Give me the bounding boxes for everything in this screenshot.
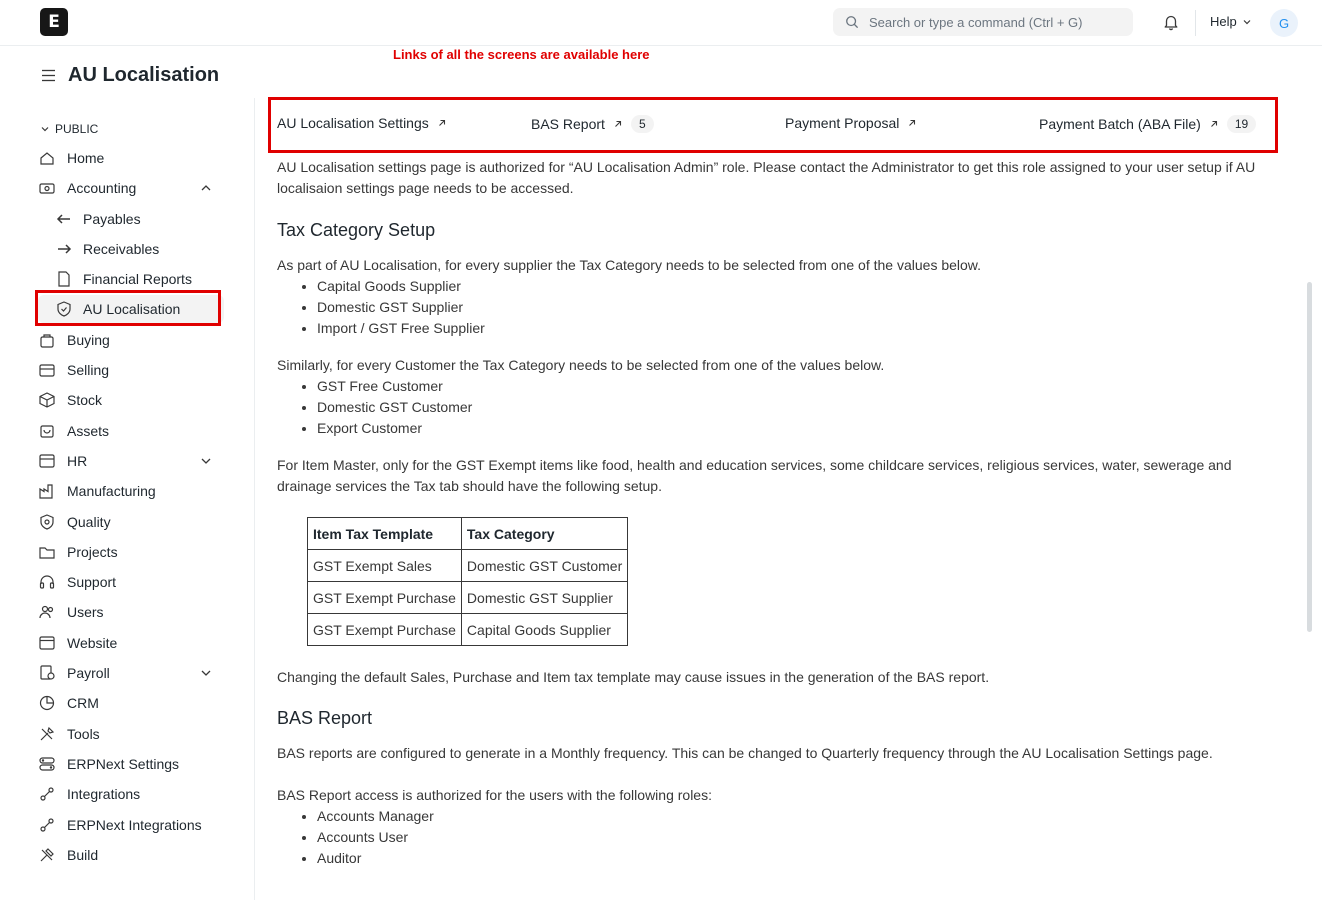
list-item: • Import / GST Free Supplier bbox=[317, 318, 1267, 339]
bas-roles-list bbox=[277, 806, 1267, 869]
chevron-down-icon bbox=[1242, 17, 1252, 27]
content-body bbox=[277, 155, 1267, 497]
list-item: • Domestic GST Customer bbox=[317, 397, 1267, 418]
warning-paragraph: Changing the default Sales, Purchase and Item tax template may cause issues in the generation of the BAS report. bbox=[277, 669, 990, 685]
sidebar-item-selling[interactable] bbox=[30, 356, 224, 384]
arrow-left-icon bbox=[55, 210, 73, 228]
external-link-icon bbox=[1209, 119, 1219, 129]
sidebar-item-buying[interactable] bbox=[30, 326, 224, 354]
list-item: • Accounts Manager bbox=[317, 806, 1267, 827]
sidebar-item-erpnext-settings[interactable] bbox=[30, 750, 224, 778]
table-cell: Domestic GST Supplier bbox=[461, 582, 627, 614]
table-row bbox=[308, 550, 628, 582]
sidebar-item-label: Home bbox=[67, 150, 105, 166]
search-input[interactable] bbox=[833, 8, 1133, 36]
customer-intro: Similarly, for every Customer the Tax Category needs to be selected from one of the values below. bbox=[277, 357, 885, 373]
table-header: Tax Category bbox=[461, 518, 627, 550]
sidebar-item-financial-reports[interactable] bbox=[38, 265, 224, 293]
supplier-intro: As part of AU Localisation, for every supplier the Tax Category needs to be selected from one of the values below. bbox=[277, 257, 982, 273]
list-item: • Capital Goods Supplier bbox=[317, 276, 1267, 297]
sidebar-item-payables[interactable] bbox=[38, 205, 224, 233]
users-icon bbox=[38, 603, 56, 621]
hr-icon bbox=[38, 452, 56, 470]
sidebar-item-home[interactable] bbox=[30, 144, 224, 172]
supplier-list bbox=[277, 276, 1267, 339]
list-item: • GST Free Customer bbox=[317, 376, 1267, 397]
sidebar-item-assets[interactable] bbox=[30, 417, 224, 445]
sidebar-item-tools[interactable] bbox=[30, 720, 224, 748]
list-item: • Auditor bbox=[317, 848, 1267, 869]
sidebar-item-label: ERPNext Integrations bbox=[67, 817, 202, 833]
external-link-icon bbox=[437, 118, 447, 128]
link-label: BAS Report bbox=[531, 116, 605, 132]
bas-report-heading: BAS Report bbox=[277, 708, 373, 728]
help-dropdown[interactable] bbox=[1210, 14, 1252, 29]
menu-toggle-icon[interactable] bbox=[41, 68, 56, 83]
chevron-down-icon[interactable] bbox=[200, 455, 212, 467]
intro-paragraph: AU Localisation settings page is authorized for “AU Localisation Admin” role. Please contact the Administrator to get this role assigned to your user setup if AU localisaion settings page needs to be accessed. bbox=[277, 159, 1256, 196]
link-payment-proposal[interactable] bbox=[785, 115, 917, 131]
page-title: AU Localisation bbox=[68, 64, 220, 86]
sidebar-item-label: Assets bbox=[67, 423, 110, 439]
sidebar-item-label: Integrations bbox=[67, 786, 141, 802]
sidebar-item-label: Manufacturing bbox=[67, 483, 156, 499]
sidebar-item-label: Website bbox=[67, 635, 118, 651]
crm-icon bbox=[38, 694, 56, 712]
box-icon bbox=[38, 391, 56, 409]
chevron-up-icon[interactable] bbox=[200, 182, 212, 194]
link-label: Payment Proposal bbox=[785, 115, 900, 131]
table-cell: GST Exempt Purchase bbox=[308, 582, 462, 614]
search-icon bbox=[845, 15, 859, 29]
external-link-icon bbox=[907, 118, 917, 128]
folder-icon bbox=[38, 543, 56, 561]
table-cell: Capital Goods Supplier bbox=[461, 614, 627, 646]
sidebar-item-label: Financial Reports bbox=[83, 271, 192, 287]
tools-icon bbox=[38, 725, 56, 743]
app-logo[interactable] bbox=[40, 8, 68, 36]
content-divider bbox=[254, 98, 255, 900]
count-badge: 19 bbox=[1227, 115, 1256, 133]
sidebar-item-label: Tools bbox=[67, 726, 100, 742]
sidebar-item-integrations[interactable] bbox=[30, 780, 224, 808]
table-header: Item Tax Template bbox=[308, 518, 462, 550]
link-label: AU Localisation Settings bbox=[277, 115, 429, 131]
navbar-divider bbox=[1195, 10, 1196, 36]
file-icon bbox=[55, 270, 73, 288]
sidebar-item-manufacturing[interactable] bbox=[30, 477, 224, 505]
bell-icon[interactable] bbox=[1162, 13, 1180, 31]
customer-list bbox=[277, 376, 1267, 439]
link-payment-batch[interactable] bbox=[1039, 115, 1256, 133]
sidebar-item-label: Projects bbox=[67, 544, 118, 560]
content-body-lower bbox=[277, 667, 1267, 869]
sidebar-item-label: Selling bbox=[67, 362, 110, 378]
quality-icon bbox=[38, 513, 56, 531]
sidebar-item-label: Buying bbox=[67, 332, 110, 348]
list-item: • Domestic GST Supplier bbox=[317, 297, 1267, 318]
headset-icon bbox=[38, 573, 56, 591]
tax-category-heading: Tax Category Setup bbox=[277, 220, 436, 240]
assets-icon bbox=[38, 422, 56, 440]
sidebar-item-projects[interactable] bbox=[30, 538, 224, 566]
active-item-highlight-box bbox=[35, 290, 221, 326]
sidebar-item-label: Support bbox=[67, 574, 117, 590]
sidebar-item-erpnext-integrations[interactable] bbox=[30, 811, 224, 839]
settings-icon bbox=[38, 755, 56, 773]
sidebar-item-payroll[interactable] bbox=[30, 659, 224, 687]
sidebar-item-users[interactable] bbox=[30, 598, 224, 626]
table-header-row bbox=[308, 518, 628, 550]
logo-letter: E bbox=[48, 12, 60, 32]
item-master-paragraph: For Item Master, only for the GST Exempt items like food, health and education services, some childcare services, religious services, water, sewerage and drainage services the Tax tab should have the following setup. bbox=[277, 457, 1232, 494]
sidebar-item-label: Accounting bbox=[67, 180, 137, 196]
buying-icon bbox=[38, 331, 56, 349]
sidebar-item-label: Receivables bbox=[83, 241, 160, 257]
sidebar-item-label: Build bbox=[67, 847, 99, 863]
tax-table bbox=[307, 517, 628, 646]
table-row bbox=[308, 614, 628, 646]
bas-paragraph: BAS reports are configured to generate in a Monthly frequency. This can be changed to Quarterly frequency through the AU Localisation Settings page. bbox=[277, 745, 1213, 761]
sidebar-item-label: Quality bbox=[67, 514, 111, 530]
payroll-icon bbox=[38, 664, 56, 682]
sidebar-item-receivables[interactable] bbox=[38, 235, 224, 263]
table-cell: GST Exempt Purchase bbox=[308, 614, 462, 646]
list-item: • Export Customer bbox=[317, 418, 1267, 439]
bas-access-paragraph: BAS Report access is authorized for the users with the following roles: bbox=[277, 787, 712, 803]
list-item: • Accounts User bbox=[317, 827, 1267, 848]
link-label: Payment Batch (ABA File) bbox=[1039, 116, 1201, 132]
count-badge: 5 bbox=[631, 115, 654, 133]
factory-icon bbox=[38, 482, 56, 500]
sidebar-section-label: PUBLIC bbox=[55, 122, 99, 136]
external-link-icon bbox=[613, 119, 623, 129]
sidebar bbox=[30, 115, 230, 143]
sidebar-item-label: ERPNext Settings bbox=[67, 756, 180, 772]
website-icon bbox=[38, 634, 56, 652]
home-icon bbox=[38, 149, 56, 167]
integrations-icon bbox=[38, 816, 56, 834]
link-au-localisation-settings[interactable] bbox=[277, 115, 447, 131]
annotation-text: Links of all the screens are available here bbox=[393, 47, 650, 62]
sidebar-item-stock[interactable] bbox=[30, 386, 224, 414]
help-label: Help bbox=[1210, 14, 1237, 29]
table-row bbox=[308, 582, 628, 614]
sidebar-item-support[interactable] bbox=[30, 568, 224, 596]
table-cell: GST Exempt Sales bbox=[308, 550, 462, 582]
sidebar-item-label: Stock bbox=[67, 392, 103, 408]
table-cell: Domestic GST Customer bbox=[461, 550, 627, 582]
top-navbar bbox=[0, 0, 1322, 46]
sidebar-item-build[interactable] bbox=[30, 841, 224, 869]
sidebar-item-label: CRM bbox=[67, 695, 99, 711]
scrollbar[interactable] bbox=[1307, 282, 1312, 632]
sidebar-item-label: Payables bbox=[83, 211, 141, 227]
avatar[interactable]: G bbox=[1270, 9, 1298, 37]
sidebar-item-label: AU Localisation bbox=[83, 301, 181, 317]
arrow-right-icon bbox=[55, 240, 73, 258]
chevron-down-icon bbox=[40, 124, 50, 134]
integrations-icon bbox=[38, 785, 56, 803]
sidebar-item-hr[interactable] bbox=[30, 447, 224, 475]
sidebar-item-label: Payroll bbox=[67, 665, 110, 681]
chevron-down-icon[interactable] bbox=[200, 667, 212, 679]
sidebar-item-crm[interactable] bbox=[30, 689, 224, 717]
accounting-icon bbox=[38, 179, 56, 197]
sidebar-item-quality[interactable] bbox=[30, 508, 224, 536]
sidebar-item-website[interactable] bbox=[30, 629, 224, 657]
sidebar-item-accounting[interactable] bbox=[30, 174, 224, 202]
build-icon bbox=[38, 846, 56, 864]
selling-icon bbox=[38, 361, 56, 379]
sidebar-item-label: Users bbox=[67, 604, 104, 620]
sidebar-section-public[interactable] bbox=[30, 115, 230, 143]
sidebar-item-label: HR bbox=[67, 453, 88, 469]
link-bas-report[interactable] bbox=[531, 115, 654, 133]
search-placeholder: Search or type a command (Ctrl + G) bbox=[869, 14, 1083, 30]
